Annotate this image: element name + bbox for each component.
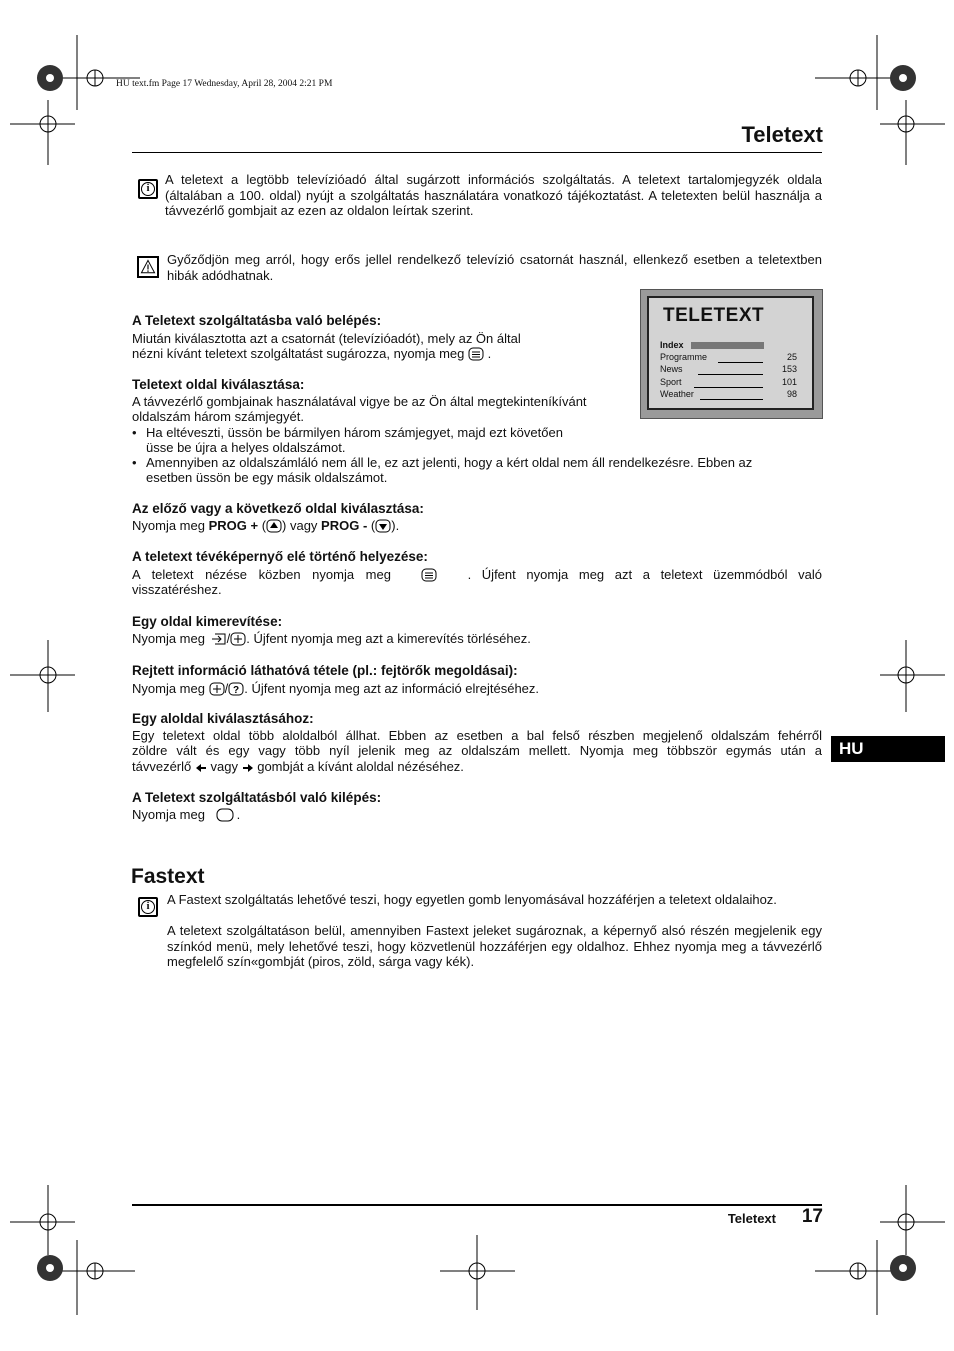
section-heading-select-page: Teletext oldal kiválasztása: — [132, 377, 305, 392]
info-icon: i — [138, 179, 158, 199]
teletext-index-label: Index — [660, 340, 684, 350]
reveal-text — [132, 681, 539, 697]
select-page-bullet2a: Amennyiben az oldalszámláló nem áll le, ez azt jelenti, hogy a kért oldal nem áll rendelkezésre. Ebben az — [146, 455, 753, 470]
select-page-bullet1a: Ha eltéveszti, üssön be bármilyen három számjegyet, majd ezt követően — [146, 425, 563, 440]
teletext-row-value: 25 — [786, 352, 797, 362]
overlay-line1-a: A teletext nézése közben nyomja meg — [132, 567, 391, 582]
enter-line2 — [132, 346, 491, 362]
exit-text — [132, 807, 240, 823]
bullet-marker: • — [132, 425, 137, 440]
select-page-bullet1b: üsse be újra a helyes oldalszámot. — [146, 440, 346, 455]
enter-line2-text: nézni kívánt teletext szolgáltatást sugározza, nyomja meg — [132, 346, 465, 361]
exit-text-b: . — [236, 807, 241, 822]
overlay-line1 — [132, 567, 822, 583]
enter-line1: Miután kiválasztotta azt a csatornát (televízióadót), mely az Ön által — [132, 331, 521, 346]
section-heading-enter: A Teletext szolgáltatásba való belépés: — [132, 313, 382, 328]
teletext-row-label: News — [660, 364, 683, 374]
teletext-row-label: Sport — [660, 377, 682, 387]
section-heading-prev-next: Az előző vagy a következő oldal kiválasztása: — [132, 501, 424, 516]
section-heading-exit: A Teletext szolgáltatásból való kilépés: — [132, 790, 382, 805]
enter-line2-end: . — [487, 346, 492, 361]
fastext-para2: A teletext szolgáltatáson belül, amennyiben Fastext jeleket sugároznak, a képernyő alsó részén megjelenik egy színkód menü, mely lehetővé teszi, hogy közvetlenül hozzáférjen egy oldalhoz. Ehhez nyomja meg a távvezérlő megfelelő szín«gombját (piros, zöld, sárga vagy kék). — [167, 923, 822, 969]
page-down-icon — [375, 519, 391, 533]
subpage-line3-c: gombját a kívánt aloldal nézéséhez. — [257, 759, 464, 774]
file-header: HU text.fm Page 17 Wednesday, April 28, 2004 2:21 PM — [116, 79, 333, 89]
subpage-line3-b: vagy — [210, 759, 238, 774]
teletext-button-icon — [468, 347, 484, 361]
teletext-row-label: Weather — [660, 389, 694, 399]
reveal-text-b: / — [224, 681, 229, 696]
teletext-screen-illustration — [640, 289, 823, 419]
subpage-line3 — [132, 759, 464, 775]
title-rule — [132, 152, 822, 153]
svg-text:?: ? — [233, 685, 240, 696]
teletext-row-label: Programme — [660, 352, 708, 362]
reveal-text-a: Nyomja meg — [132, 681, 205, 696]
mix-icon — [209, 682, 225, 696]
footer-section-label: Teletext — [727, 1211, 776, 1226]
fastext-para1: A Fastext szolgáltatás lehetővé teszi, hogy egyetlen gomb lenyomásával hozzáférjen a teletext oldalaihoz. — [167, 892, 777, 907]
section-heading-hold: Egy oldal kimerevítése: — [132, 614, 283, 629]
hold-text-b: / — [226, 631, 231, 646]
info-icon: i — [138, 897, 158, 917]
footer-rule — [132, 1204, 822, 1206]
hold-text — [132, 631, 531, 647]
select-page-bullet2b: esetben üssön be egy másik oldalszámot. — [146, 470, 388, 485]
teletext-row-value: 153 — [781, 364, 797, 374]
page-title: Teletext — [741, 122, 823, 147]
hold-icon — [209, 632, 227, 646]
teletext-row-value: 101 — [781, 377, 797, 387]
hold-text-a: Nyomja meg — [132, 631, 205, 646]
bullet-marker: • — [132, 455, 137, 470]
page-number: 17 — [801, 1206, 823, 1227]
subpage-line2: zöldre vált és egy vagy több nyíl jelenik meg az oldalszám mellett. Nyomja meg többször egymás után a — [132, 743, 822, 758]
section-heading-overlay: A teletext tévéképernyő elé történő helyezése: — [132, 549, 428, 564]
prog-minus-label: PROG - — [321, 518, 368, 533]
section-heading-subpage: Egy aloldal kiválasztásához: — [132, 711, 314, 726]
arrow-left-icon — [195, 762, 207, 774]
intro-text: A teletext a legtöbb televízióadó által sugárzott információs szolgáltatás. A teletext tartalomjegyzék oldala (általában a 100. oldal) nyújt a szolgáltatás használatára vonatkozó tájékoztatást. A teletexten belül használja a távvezérlő gombjait az ezen az oldalon leírtak szerint. — [165, 172, 822, 218]
subpage-line1: Egy teletext oldal több aloldalból állhat. Ebben az esetben a bal felső részben megjelenő oldalszám fehérről — [132, 728, 822, 743]
section-heading-reveal: Rejtett információ láthatóvá tétele (pl.: fejtörők megoldásai): — [132, 663, 518, 678]
prev-next-text-a: Nyomja meg — [132, 518, 209, 533]
overlay-line1-b: . Újfent nyomja meg azt a teletext üzemmódból való — [467, 567, 822, 582]
page-up-icon — [266, 519, 282, 533]
freeze-icon — [230, 632, 246, 646]
subpage-line3-a: távvezérlő — [132, 759, 192, 774]
prev-next-text-c: ) vagy — [282, 518, 322, 533]
select-page-line1: A távvezérlő gombjainak használatával vigye be az Ön által megtekinteníkívánt — [132, 394, 587, 409]
overlay-line2: visszatéréshez. — [132, 582, 222, 597]
arrow-right-icon — [242, 762, 254, 774]
select-page-line2: oldalszám három számjegyét. — [132, 409, 304, 424]
prev-next-text-e: ). — [391, 518, 400, 533]
prev-next-text — [132, 518, 399, 534]
prog-plus-label: PROG + — [208, 518, 259, 533]
prev-next-text-d: ( — [367, 518, 376, 533]
reveal-text-c: . Újfent nyomja meg azt az információ elrejtéséhez. — [244, 681, 540, 696]
prev-next-text-b: ( — [258, 518, 267, 533]
hold-text-c: . Újfent nyomja meg azt a kimerevítés törléséhez. — [246, 631, 531, 646]
tv-button-icon — [213, 808, 237, 822]
fastext-heading: Fastext — [131, 865, 205, 888]
warning-icon — [137, 256, 159, 278]
exit-text-a: Nyomja meg — [132, 807, 205, 822]
teletext-button-icon — [421, 568, 437, 582]
language-tab: HU — [831, 736, 945, 762]
teletext-screen-title: TELETEXT — [663, 305, 765, 326]
reveal-question-icon — [228, 682, 244, 696]
teletext-row-value: 98 — [786, 389, 797, 399]
warning-text: Győződjön meg arról, hogy erős jellel rendelkező televízió csatornát használ, ellenkező esetben a teletextben hibák adódhatnak. — [167, 252, 822, 283]
